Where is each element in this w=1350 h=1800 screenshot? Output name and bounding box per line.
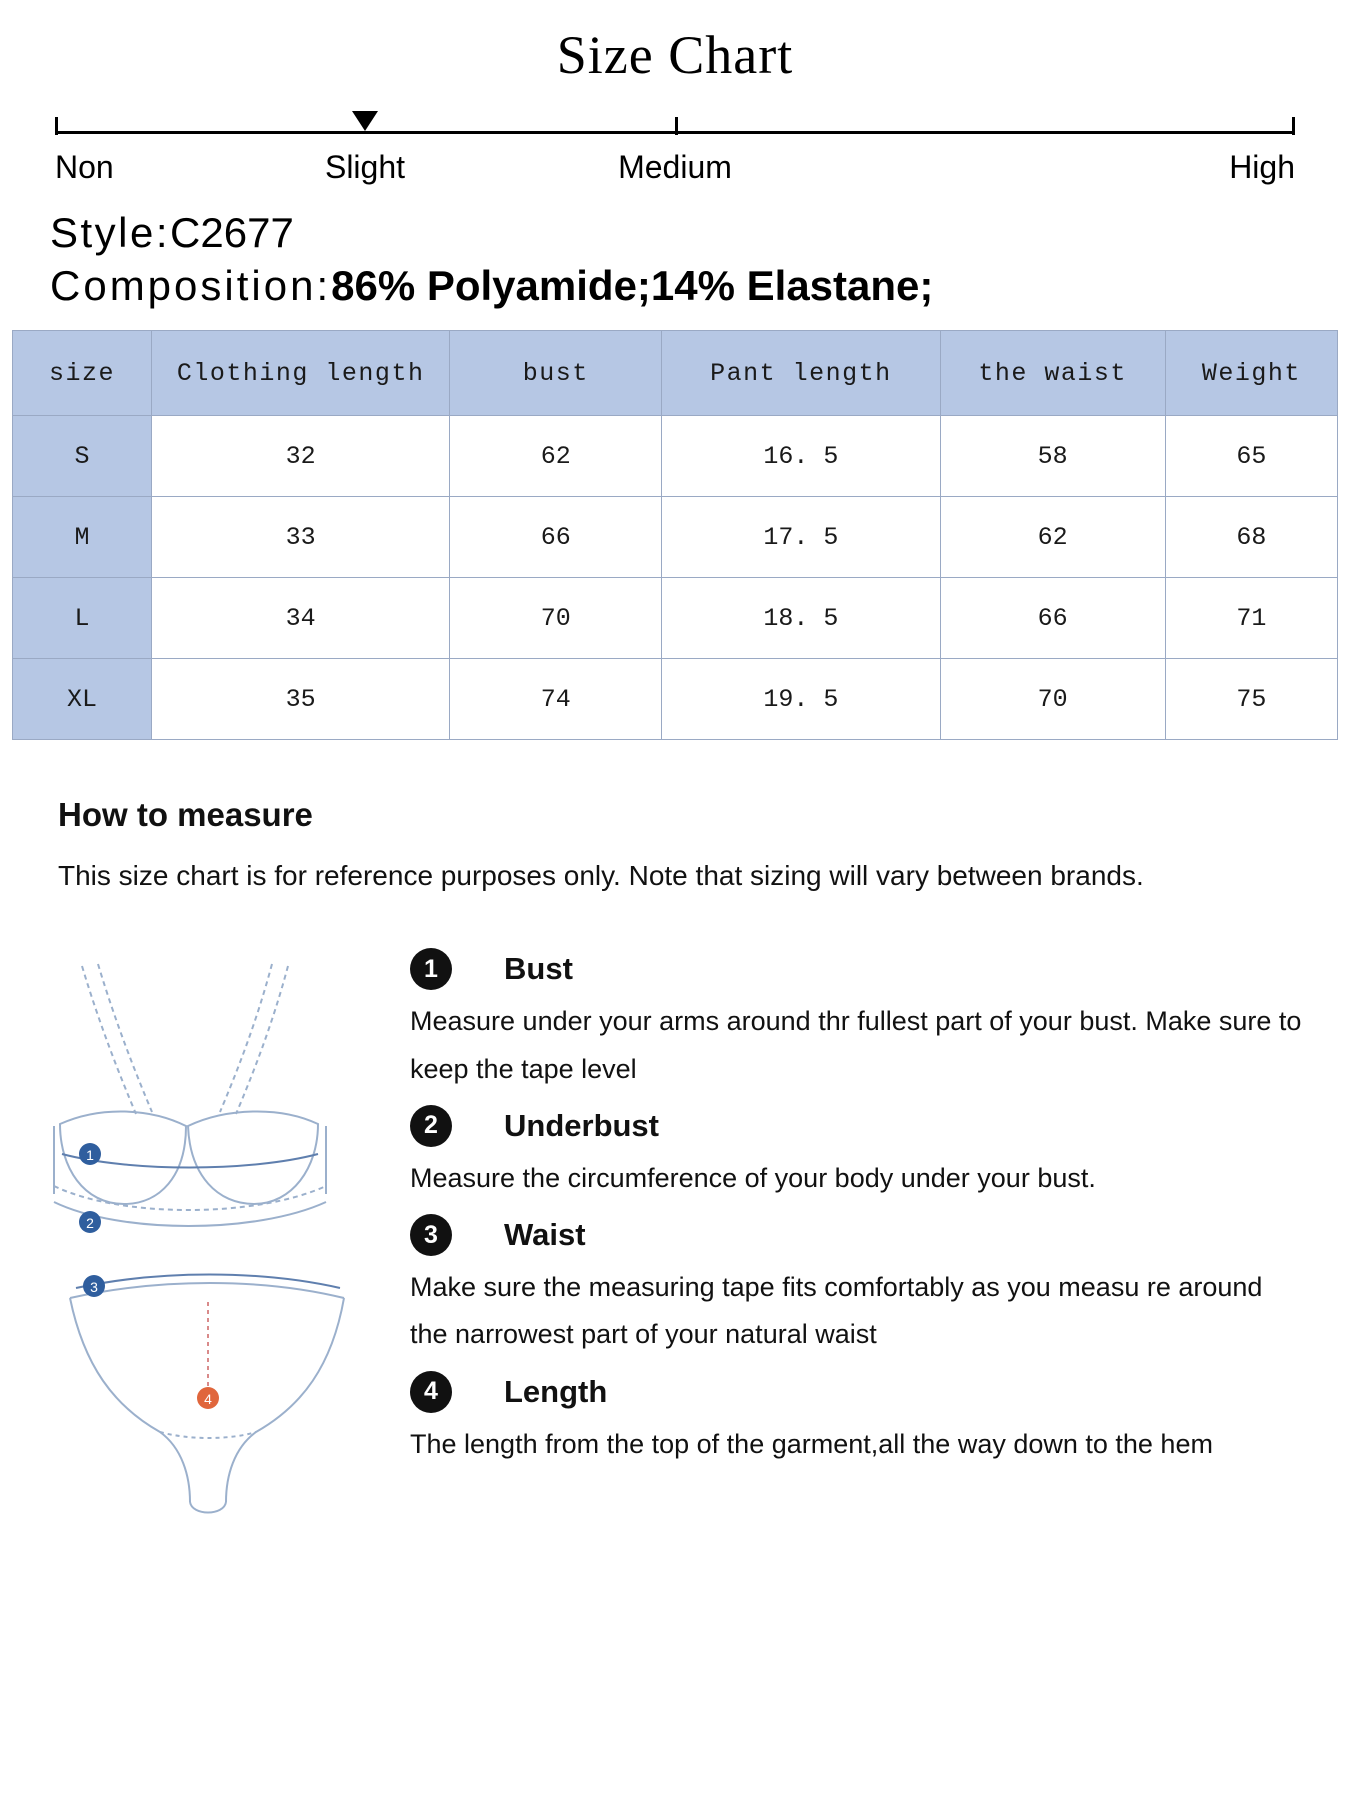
step-header-length: [410, 1371, 1302, 1413]
how-to-measure-heading: How to measure: [58, 796, 313, 834]
style-value: C2677: [170, 209, 294, 257]
step-header-bust: [410, 948, 1302, 990]
scale-label-medium: Medium: [618, 149, 732, 186]
cell-weight: 71: [1165, 578, 1337, 659]
cell-pant-length: 19. 5: [662, 659, 940, 740]
scale-pointer-icon: [352, 111, 378, 131]
how-to-measure-note: This size chart is for reference purposes only. Note that sizing will vary between brands.: [58, 860, 1144, 892]
cell-pant-length: 17. 5: [662, 497, 940, 578]
step-body: Make sure the measuring tape fits comfortably as you measu re around the narrowest part of your natural waist: [410, 1272, 1263, 1350]
table-header-row: [13, 331, 1338, 416]
scale-label-slight: Slight: [324, 149, 406, 186]
scale-label-non: Non: [55, 149, 114, 186]
composition-label: Composition:: [50, 261, 332, 309]
column-header-pant-length: Pant length: [662, 331, 940, 416]
cell-clothing-length: 35: [152, 659, 450, 740]
column-header-clothing-length: Clothing length: [152, 331, 450, 416]
composition-value: 86% Polyamide;14% Elastane;: [331, 261, 934, 309]
svg-text:4: 4: [204, 1391, 212, 1408]
cell-the-waist: 70: [940, 659, 1165, 740]
cell-clothing-length: 32: [152, 416, 450, 497]
cell-the-waist: 66: [940, 578, 1165, 659]
step-body: The length from the top of the garment,all the way down to the hem: [410, 1428, 1213, 1459]
cell-clothing-length: 34: [152, 578, 450, 659]
size-table: [12, 330, 1338, 740]
column-header-weight: Weight: [1165, 331, 1337, 416]
scale-label-high: High: [1229, 149, 1295, 186]
page-title: Size Chart: [556, 25, 794, 85]
step-body: Measure the circumference of your body under your bust.: [410, 1162, 1096, 1193]
cell-weight: 68: [1165, 497, 1337, 578]
cell-pant-length: 16. 5: [662, 416, 940, 497]
bra-and-panty-diagram: [40, 936, 380, 1536]
step-title: Bust: [504, 951, 573, 987]
garment-illustrations: [0, 936, 400, 1536]
scale-tick-medium: [675, 117, 678, 135]
measure-guide: [0, 936, 1350, 1536]
step-number-badge: 1: [410, 948, 452, 990]
step-title: Length: [504, 1373, 608, 1409]
step-header-waist: [410, 1214, 1302, 1256]
cell-clothing-length: 33: [152, 497, 450, 578]
step-body: Measure under your arms around thr fullest part of your bust. Make sure to keep the tape level: [410, 1006, 1302, 1084]
column-header-the-waist: the waist: [940, 331, 1165, 416]
style-row: [50, 207, 1300, 260]
cell-size: L: [13, 578, 152, 659]
table-row: [13, 659, 1338, 740]
column-header-size: size: [13, 331, 152, 416]
cell-pant-length: 18. 5: [662, 578, 940, 659]
step-header-underbust: [410, 1105, 1302, 1147]
table-row: [13, 578, 1338, 659]
measure-steps: [400, 936, 1350, 1536]
svg-text:3: 3: [90, 1279, 98, 1296]
cell-weight: 65: [1165, 416, 1337, 497]
cell-size: M: [13, 497, 152, 578]
step-number-badge: 3: [410, 1214, 452, 1256]
svg-text:1: 1: [86, 1147, 94, 1164]
scale-tick-non: [55, 117, 58, 135]
cell-bust: 70: [450, 578, 662, 659]
cell-bust: 62: [450, 416, 662, 497]
cell-bust: 66: [450, 497, 662, 578]
cell-the-waist: 58: [940, 416, 1165, 497]
column-header-bust: bust: [450, 331, 662, 416]
cell-size: S: [13, 416, 152, 497]
stretch-scale: [55, 109, 1295, 201]
svg-text:2: 2: [86, 1215, 94, 1232]
step-title: Waist: [504, 1217, 586, 1253]
cell-weight: 75: [1165, 659, 1337, 740]
size-table-wrap: [12, 330, 1338, 740]
cell-bust: 74: [450, 659, 662, 740]
step-title: Underbust: [504, 1107, 659, 1143]
table-row: [13, 416, 1338, 497]
scale-tick-high: [1292, 117, 1295, 135]
step-number-badge: 2: [410, 1105, 452, 1147]
cell-the-waist: 62: [940, 497, 1165, 578]
step-number-badge: 4: [410, 1371, 452, 1413]
table-row: [13, 497, 1338, 578]
product-meta: [50, 207, 1300, 312]
composition-row: [50, 260, 1300, 313]
style-label: Style:: [50, 209, 171, 257]
cell-size: XL: [13, 659, 152, 740]
